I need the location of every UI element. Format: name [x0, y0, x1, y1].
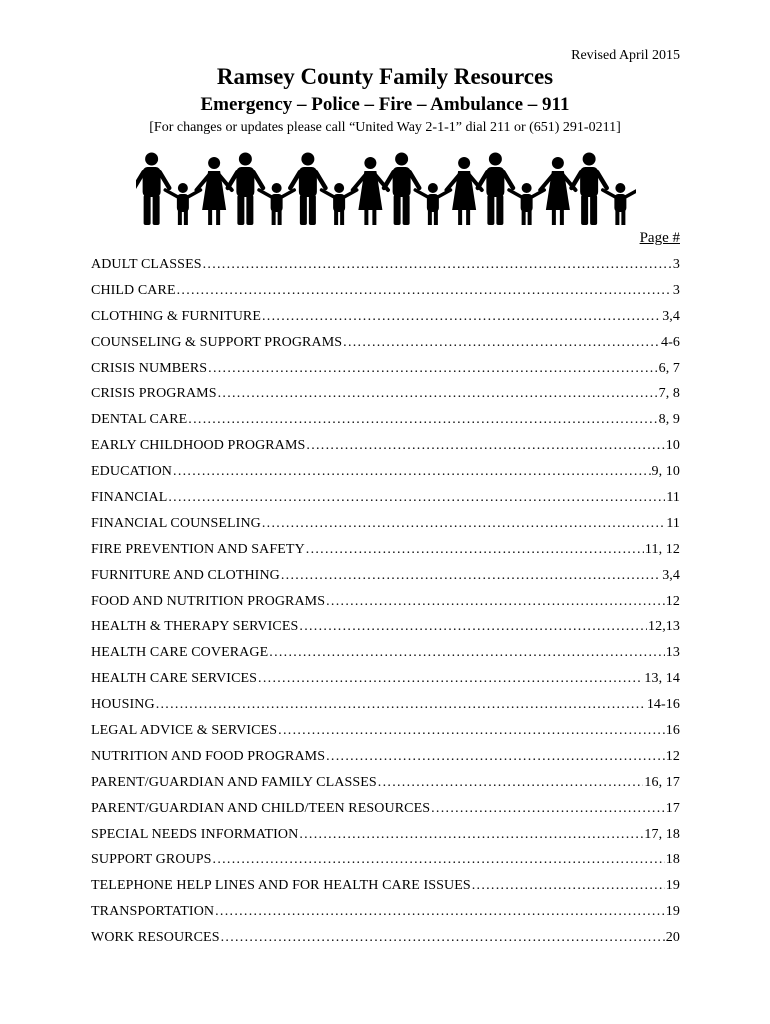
toc-entry-page: 3 [672, 282, 680, 298]
dot-leader [326, 744, 665, 770]
dot-leader [156, 692, 646, 718]
toc-entry-page: 11, 12 [644, 541, 680, 557]
list-item [91, 692, 680, 718]
toc-entry-label: TELEPHONE HELP LINES AND FOR HEALTH CARE ISSUES [91, 878, 471, 894]
toc-entry-page: 19 [665, 878, 680, 894]
dot-leader [213, 847, 665, 873]
dot-leader [299, 822, 643, 848]
toc-entry-page: 3 [672, 257, 680, 272]
list-item [91, 666, 680, 692]
toc-entry-label: FIRE PREVENTION AND SAFETY [91, 541, 305, 557]
toc-entry-page: 12 [665, 593, 680, 609]
toc-entry-page: 14-16 [646, 697, 680, 713]
toc-entry-label: PARENT/GUARDIAN AND CHILD/TEEN RESOURCES [91, 800, 431, 816]
toc-entry-label: CRISIS NUMBERS [91, 360, 208, 376]
revised-date: Revised April 2015 [571, 48, 680, 63]
list-item [91, 614, 680, 640]
emergency-subtitle: Emergency – Police – Fire – Ambulance – 911 [200, 94, 570, 115]
update-note: [For changes or updates please call “United Way 2-1-1” dial 211 or (651) 291-0211] [149, 120, 621, 135]
list-item [91, 459, 680, 485]
toc-entry-page: 13, 14 [644, 671, 680, 687]
toc-entry-label: PARENT/GUARDIAN AND FAMILY CLASSES [91, 774, 377, 790]
dot-leader [378, 770, 644, 796]
dot-leader [269, 640, 665, 666]
dot-leader [281, 563, 661, 589]
list-item [91, 718, 680, 744]
toc-entry-label: HEALTH CARE COVERAGE [91, 645, 269, 661]
dot-leader [262, 511, 665, 537]
dot-leader [343, 330, 660, 356]
toc-entry-page: 7, 8 [658, 386, 680, 402]
list-item [91, 511, 680, 537]
dot-leader [188, 407, 657, 433]
toc-entry-label: TRANSPORTATION [91, 904, 215, 920]
toc-entry-label: ADULT CLASSES [91, 257, 202, 272]
toc-entry-label: NUTRITION AND FOOD PROGRAMS [91, 748, 326, 764]
dot-leader [218, 381, 658, 407]
list-item [91, 640, 680, 666]
toc-entry-page: 17, 18 [644, 826, 680, 842]
toc-entry-label: SUPPORT GROUPS [91, 852, 212, 868]
list-item [91, 433, 680, 459]
page-number-header: Page # [639, 230, 680, 246]
list-item [91, 563, 680, 589]
toc-entry-label: CHILD CARE [91, 282, 176, 298]
dot-leader [299, 614, 647, 640]
toc-entry-label: WORK RESOURCES [91, 930, 220, 946]
dot-leader [431, 796, 665, 822]
list-item [91, 537, 680, 563]
toc-entry-label: EDUCATION [91, 464, 173, 480]
toc-entry-page: 9, 10 [651, 464, 680, 480]
list-item [91, 485, 680, 511]
list-item [91, 304, 680, 330]
toc-entry-page: 8, 9 [658, 412, 680, 428]
toc-entry-label: FOOD AND NUTRITION PROGRAMS [91, 593, 326, 609]
dot-leader [215, 899, 665, 925]
dot-leader [177, 278, 672, 304]
toc-entry-label: DENTAL CARE [91, 412, 188, 428]
toc-entry-label: HEALTH CARE SERVICES [91, 671, 258, 687]
toc-entry-page: 19 [665, 904, 680, 920]
toc-entry-label: HOUSING [91, 697, 155, 713]
toc-entry-page: 3,4 [662, 567, 680, 583]
list-item [91, 278, 680, 304]
dot-leader [221, 925, 665, 951]
toc-entry-page: 20 [665, 930, 680, 946]
toc-entry-label: LEGAL ADVICE & SERVICES [91, 723, 278, 739]
list-item [91, 899, 680, 925]
list-item [91, 847, 680, 873]
dot-leader [168, 485, 665, 511]
toc-entry-page: 6, 7 [658, 360, 680, 376]
page-title: Ramsey County Family Resources [216, 64, 554, 89]
dot-leader [258, 666, 643, 692]
toc-entry-page: 13 [665, 645, 680, 661]
dot-leader [306, 433, 664, 459]
list-item [91, 407, 680, 433]
toc-entry-page: 18 [665, 852, 680, 868]
dot-leader [278, 718, 665, 744]
dot-leader [472, 873, 665, 899]
toc-entry-label: HEALTH & THERAPY SERVICES [91, 619, 299, 635]
toc-entry-page: 12,13 [648, 619, 680, 635]
toc-entry-label: FURNITURE AND CLOTHING [91, 567, 280, 583]
toc-entry-page: 10 [665, 438, 680, 454]
toc-entry-label: COUNSELING & SUPPORT PROGRAMS [91, 334, 343, 350]
list-item [91, 822, 680, 848]
list-item [91, 252, 680, 278]
toc-entry-label: FINANCIAL COUNSELING [91, 515, 261, 531]
toc-entry-label: EARLY CHILDHOOD PROGRAMS [91, 438, 306, 454]
toc-entry-page: 16, 17 [644, 774, 680, 790]
dot-leader [208, 356, 657, 382]
dot-leader [306, 537, 644, 563]
toc-entry-label: FINANCIAL [91, 490, 168, 506]
toc-entry-page: 17 [665, 800, 680, 816]
toc-entry-page: 4-6 [661, 334, 680, 350]
list-item [91, 925, 680, 951]
toc-entry-page: 11 [666, 515, 680, 531]
toc-entry-page: 3,4 [662, 308, 680, 324]
list-item [91, 589, 680, 615]
list-item [91, 796, 680, 822]
dot-leader [326, 589, 665, 615]
family-silhouettes-icon [136, 150, 636, 230]
dot-leader [262, 304, 661, 330]
list-item [91, 356, 680, 382]
list-item [91, 381, 680, 407]
list-item [91, 770, 680, 796]
toc-entry-label: SPECIAL NEEDS INFORMATION [91, 826, 299, 842]
toc-entry-page: 16 [665, 723, 680, 739]
toc-entry-label: CRISIS PROGRAMS [91, 386, 217, 402]
dot-leader [203, 252, 672, 278]
toc-entry-page: 12 [665, 748, 680, 764]
list-item [91, 330, 680, 356]
toc-entry-label: CLOTHING & FURNITURE [91, 308, 261, 324]
table-of-contents [91, 252, 680, 951]
dot-leader [173, 459, 650, 485]
list-item [91, 744, 680, 770]
toc-entry-page: 11 [666, 490, 680, 506]
list-item [91, 873, 680, 899]
